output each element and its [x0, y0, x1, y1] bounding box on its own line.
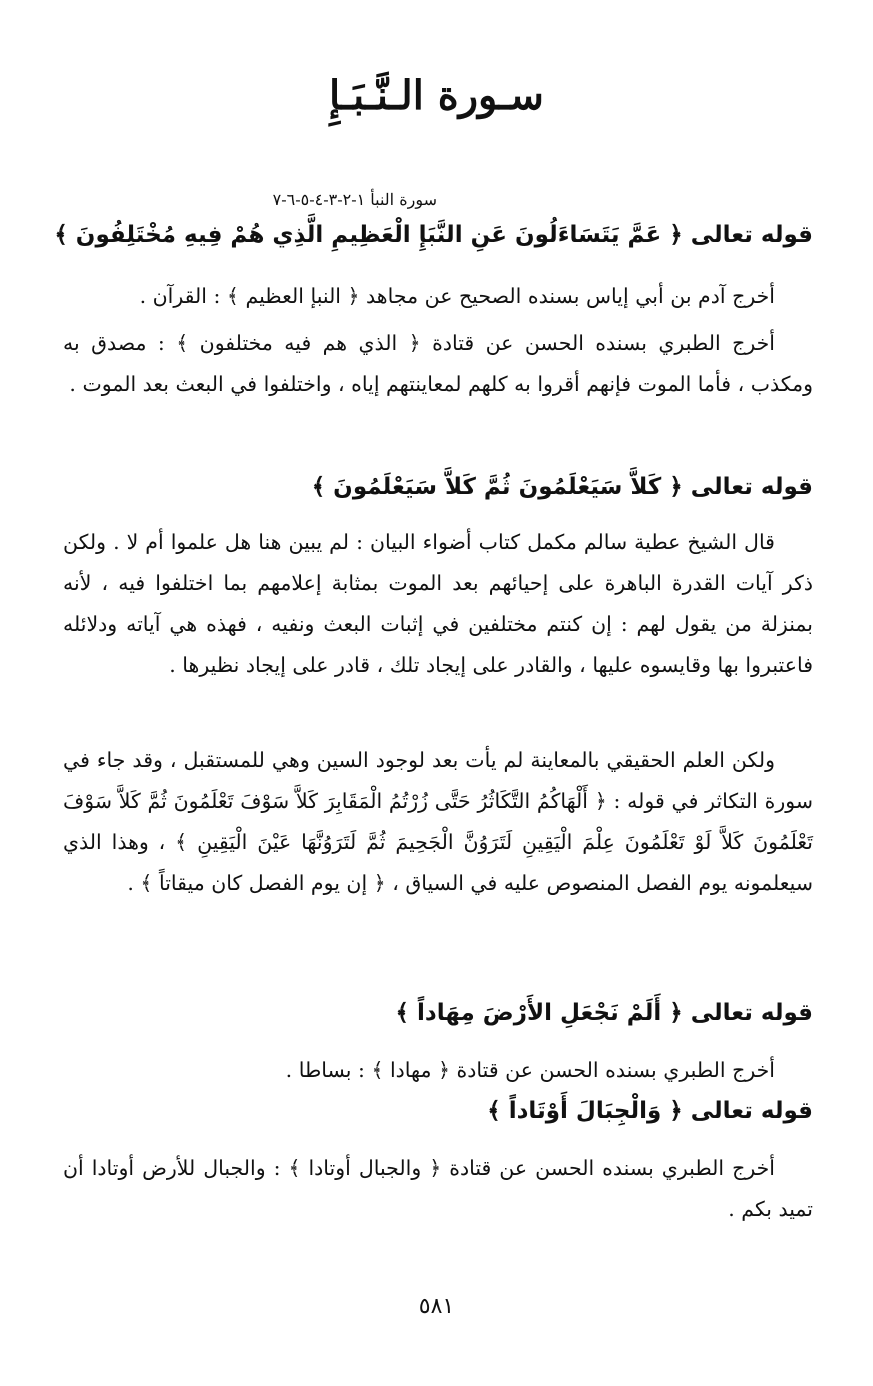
section-1 [54, 222, 813, 248]
verse-reference: سورة النبأ ١-٢-٣-٤-٥-٦-٧ [272, 190, 437, 209]
section-4 [63, 1098, 813, 1124]
verse-heading: قوله تعالى ﴿ أَلَمْ نَجْعَلِ الأَرْضَ مِهَاداً ﴾ [395, 1000, 813, 1026]
section-3 [63, 1000, 813, 1026]
surah-title: سـورة الـنَّـبَـإِ [329, 72, 544, 119]
verse-heading: قوله تعالى ﴿ وَالْجِبَالَ أَوْتَاداً ﴾ [487, 1098, 813, 1124]
verse-heading: قوله تعالى ﴿ كَلاَّ سَيَعْلَمُونَ ثُمَّ كَلاَّ سَيَعْلَمُونَ ﴾ [311, 474, 813, 500]
commentary-paragraph: أخرج آدم بن أبي إياس بسنده الصحيح عن مجاهد ﴿ النبإ العظيم ﴾ : القرآن . [139, 284, 775, 308]
section-2 [63, 474, 813, 500]
commentary-paragraph: قال الشيخ عطية سالم مكمل كتاب أضواء البيان : لم يبين هنا هل علموا أم لا . ولكن ذكر آيات القدرة الباهرة على إحيائهم بعد الموت بمثابة إعلامهم بما اختلفوا فيه ، لأنه بمنزلة من يقول لهم : إن كنتم مختلفين في إثبات البعث ونفيه ، فهذه هي آياته ودلائله فاعتبروا بها وقايسوه عليها ، والقادر على إيجاد تلك ، قادر على إيجاد نظيرها . [63, 530, 813, 677]
commentary-paragraph: أخرج الطبري بسنده الحسن عن قتادة ﴿ والجبال أوتادا ﴾ : والجبال للأرض أوتادا أن تميد بكم . [63, 1156, 813, 1221]
commentary-paragraph: أخرج الطبري بسنده الحسن عن قتادة ﴿ الذي هم فيه مختلفون ﴾ : مصدق به ومكذب ، فأما الموت فإنهم أقروا به كلهم لمعاينتهم إياه ، واختلفوا في البعث بعد الموت . [63, 331, 813, 396]
verse-heading: قوله تعالى ﴿ عَمَّ يَتَسَاءَلُونَ عَنِ النَّبَإِ الْعَظِيمِ الَّذِي هُمْ فِيهِ مُخْتَلِفُونَ ﴾ [54, 222, 813, 248]
commentary-paragraph: أخرج الطبري بسنده الحسن عن قتادة ﴿ مهادا ﴾ : بساطا . [285, 1058, 775, 1082]
commentary-paragraph: ولكن العلم الحقيقي بالمعاينة لم يأت بعد لوجود السين وهي للمستقبل ، وقد جاء في سورة التكاثر في قوله : ﴿ أَلْهَاكُمُ التَّكَاثُرُ حَتَّى زُرْتُمُ الْمَقَابِرَ كَلاَّ سَوْفَ تَعْلَمُونَ ثُمَّ كَلاَّ سَوْفَ تَعْلَمُونَ كَلاَّ لَوْ تَعْلَمُونَ عِلْمَ الْيَقِينِ لَتَرَوُنَّ الْجَحِيمَ ثُمَّ لَتَرَوُنَّهَا عَيْنَ الْيَقِينِ ﴾ ، وهذا الذي سيعلمونه يوم الفصل المنصوص عليه في السياق ، ﴿ إن يوم الفصل كان ميقاتاً ﴾ . [63, 748, 813, 895]
page-number: ٥٨١ [418, 1294, 455, 1319]
